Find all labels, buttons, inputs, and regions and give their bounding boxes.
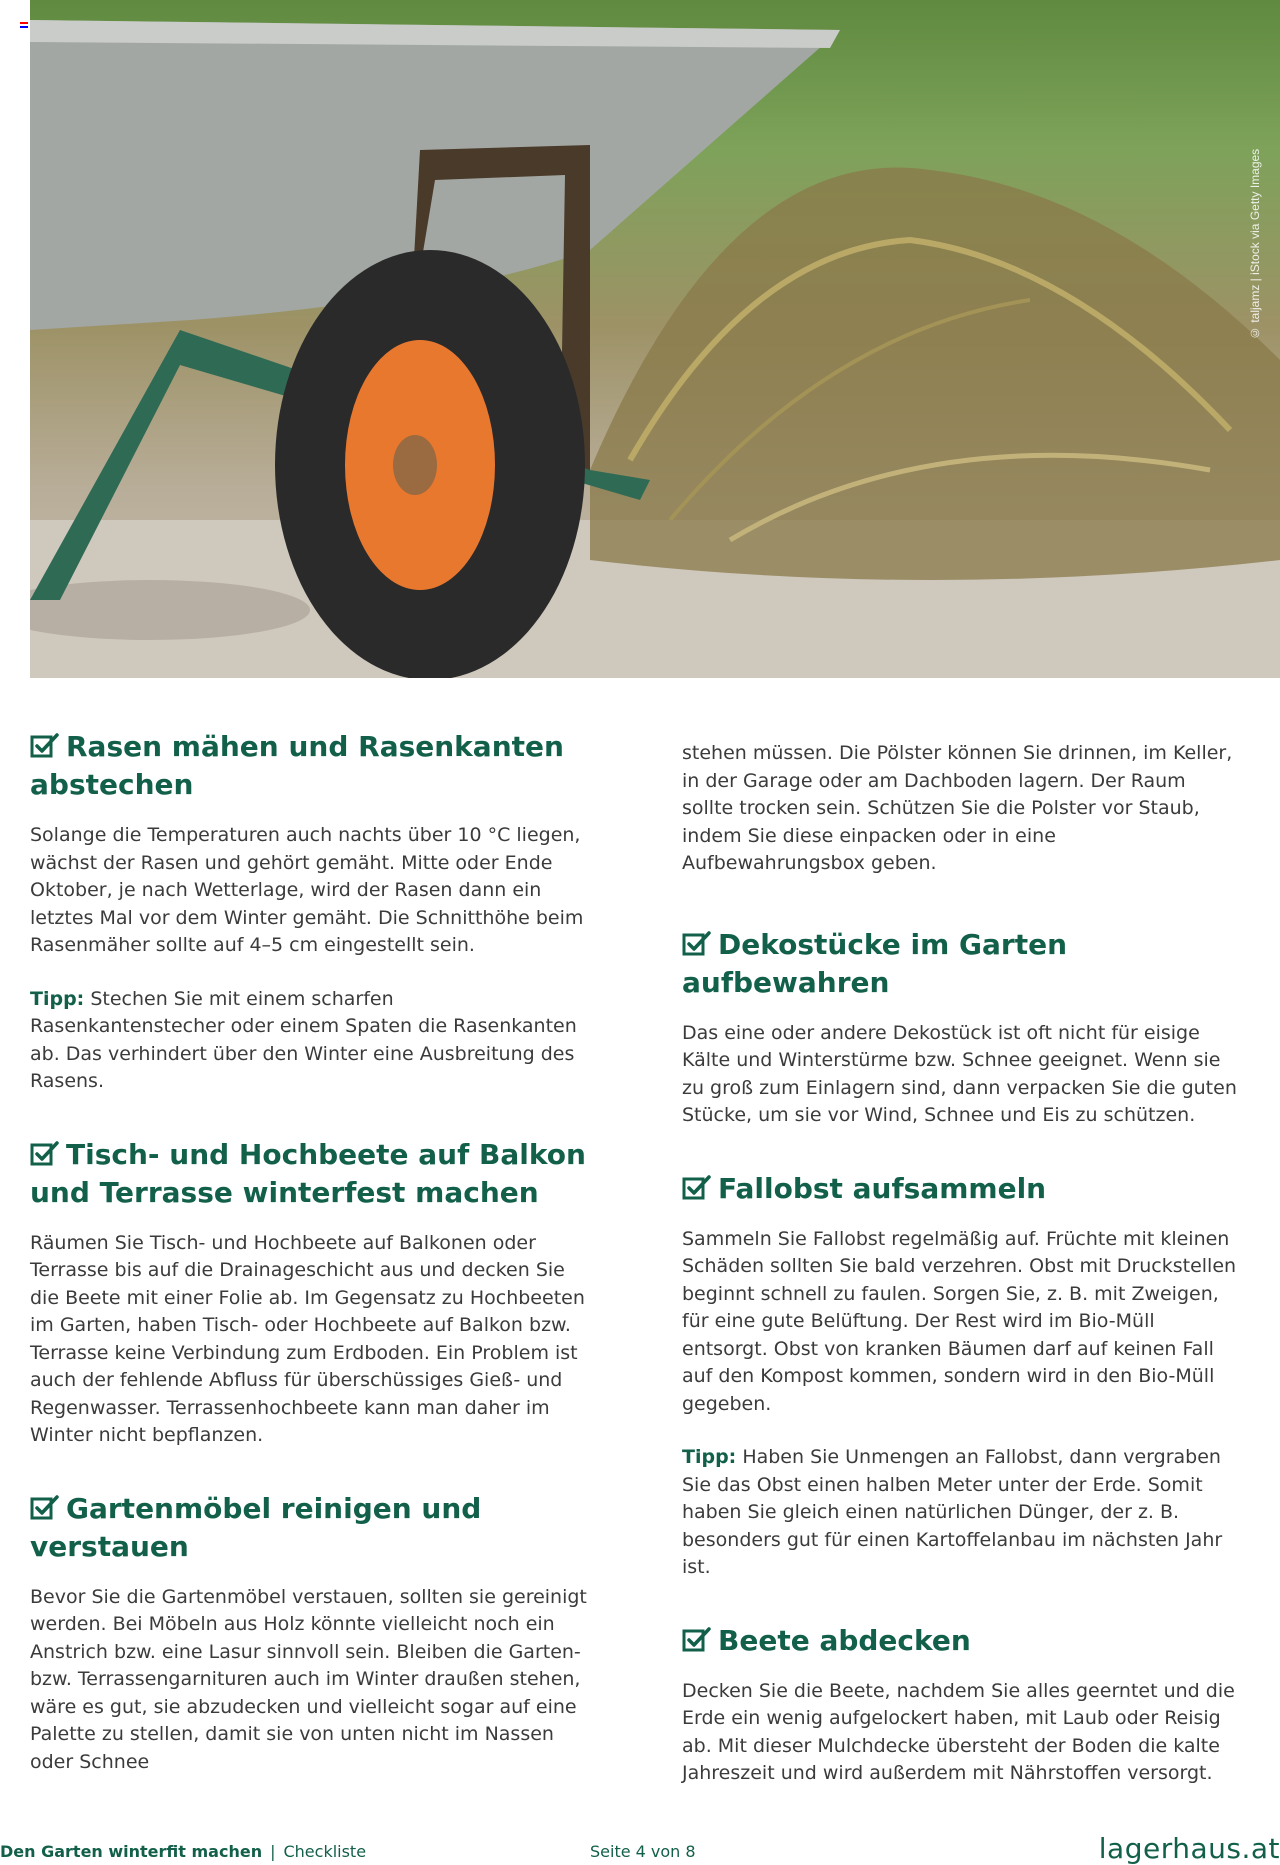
footer-title-group — [0, 1842, 366, 1861]
wheelbarrow-illustration — [30, 0, 1280, 678]
tip-label: Tipp: — [30, 987, 85, 1010]
section-heading: Fallobst aufsammeln — [682, 1170, 1242, 1208]
page-number: Seite 4 von 8 — [590, 1842, 696, 1861]
section-paragraph: Sammeln Sie Fallobst regelmäßig auf. Früchte mit kleinen Schäden sollten Sie bald verzehren. Obst mit Druckstellen beginnt schnell zu faulen. Sorgen Sie, z. B. mit Zweigen, für eine gute Belüftung. Der Rest wird im Bio-Müll entsorgt. Obst von kranken Bäumen darf auf keinen Fall auf den Kompost kommen, sondern wird in den Bio-Müll gegeben. — [682, 1227, 1237, 1415]
section-heading: Gartenmöbel reinigen und verstauen — [30, 1491, 482, 1563]
language-flag-icon — [20, 22, 28, 28]
header-photo — [30, 0, 1280, 678]
section-beete — [682, 1622, 1242, 1788]
section-paragraph: Bevor Sie die Gartenmöbel verstauen, sollten sie gereinigt werden. Bei Möbeln aus Holz könnte vielleicht noch ein Anstrich bzw. eine Lasur sinnvoll sein. Bleiben die Garten- bzw. Terrassengarnituren auch im Winter draußen stehen, wäre es gut, sie abzudecken und vielleicht sogar auf eine Palette zu stellen, damit sie von unten nicht im Nassen oder Schnee — [30, 1585, 587, 1773]
section-heading: Tisch- und Hochbeete auf Balkon und Terrasse winterfest machen — [30, 1137, 586, 1209]
left-column — [30, 728, 590, 1816]
continued-paragraph: stehen müssen. Die Pölster können Sie drinnen, im Keller, in der Garage oder am Dachboden lagern. Der Raum sollte trocken sein. Schützen Sie die Polster vor Staub, indem Sie diese einpacken oder in eine Aufbewahrungsbox geben. — [682, 742, 1233, 874]
section-heading: Rasen mähen und Rasenkanten abstechen — [30, 730, 564, 801]
footer-title: Den Garten winterfit machen — [0, 1842, 263, 1861]
tip-text: Haben Sie Unmengen an Fallobst, dann vergraben Sie das Obst einen halben Meter unter der Erde. Somit haben Sie gleich einen natürlichen Dünger, der z. B. besonders gut für einen Kartoffelanbau im nächsten Jahr ist. — [682, 1446, 1223, 1578]
checkbox-checked-icon — [30, 732, 60, 758]
page-footer — [0, 1832, 1280, 1865]
section-fallobst — [682, 1170, 1242, 1582]
checkbox-checked-icon — [682, 1626, 712, 1652]
tip-label: Tipp: — [682, 1446, 737, 1468]
section-heading: Beete abdecken — [682, 1622, 1242, 1660]
section-heading: Dekostücke im Garten aufbewahren — [682, 927, 1068, 999]
tip-text: Stechen Sie mit einem scharfen Rasenkantenstecher oder einem Spaten die Rasenkanten ab. Das verhindert über den Winter eine Ausbreitung des Rasens. — [30, 987, 577, 1092]
checkbox-checked-icon — [30, 1140, 60, 1166]
section-paragraph: Decken Sie die Beete, nachdem Sie alles geerntet und die Erde ein wenig aufgelockert haben, mit Laub oder Reisig ab. Mit dieser Mulchdecke übersteht der Boden die kalte Jahreszeit und wird außerdem mit Nährstoffen versorgt. — [682, 1679, 1235, 1784]
section-hochbeete — [30, 1136, 590, 1450]
checkbox-checked-icon — [30, 1494, 60, 1520]
tip-paragraph — [682, 1444, 1242, 1582]
right-column — [682, 740, 1242, 1828]
checkbox-checked-icon — [682, 930, 712, 956]
footer-subtitle: Checkliste — [283, 1842, 367, 1861]
checkbox-checked-icon — [682, 1174, 712, 1200]
section-gartenmoebel — [30, 1490, 590, 1777]
footer-separator: | — [270, 1842, 276, 1861]
section-rasen — [30, 728, 590, 1096]
section-paragraph: Solange die Temperaturen auch nachts über 10 °C liegen, wächst der Rasen und gehört gemäht. Mitte oder Ende Oktober, je nach Wetterlage, wird der Rasen dann ein letztes Mal vor dem Winter gemäht. Die Schnitthöhe beim Rasenmäher sollte auf 4–5 cm eingestellt sein. — [30, 824, 584, 956]
tip-paragraph — [30, 986, 590, 1096]
section-paragraph: Das eine oder andere Dekostück ist oft nicht für eisige Kälte und Winterstürme bzw. Schnee geeignet. Wenn sie zu groß zum Einlagern sind, dann verpacken Sie die guten Stücke, um sie vor Wind, Schnee und Eis zu schützen. — [682, 1021, 1237, 1126]
photo-credit: © taljamz | iStock via Getty Images — [1248, 148, 1262, 340]
section-dekostuecke — [682, 926, 1242, 1130]
section-paragraph: Räumen Sie Tisch- und Hochbeete auf Balkonen oder Terrasse bis auf die Drainageschicht aus und decken Sie die Beete mit einer Folie ab. Im Gegensatz zu Hochbeeten im Garten, haben Tisch- oder Hochbeete auf Balkon bzw. Terrasse keine Verbindung zum Erdboden. Ein Problem ist auch der fehlende Abfluss für überschüssiges Gieß- und Regenwasser. Terrassenhochbeete kann man daher im Winter nicht bepflanzen. — [30, 1231, 585, 1446]
lagerhaus-logo[interactable]: lagerhaus.at — [1098, 1832, 1280, 1865]
